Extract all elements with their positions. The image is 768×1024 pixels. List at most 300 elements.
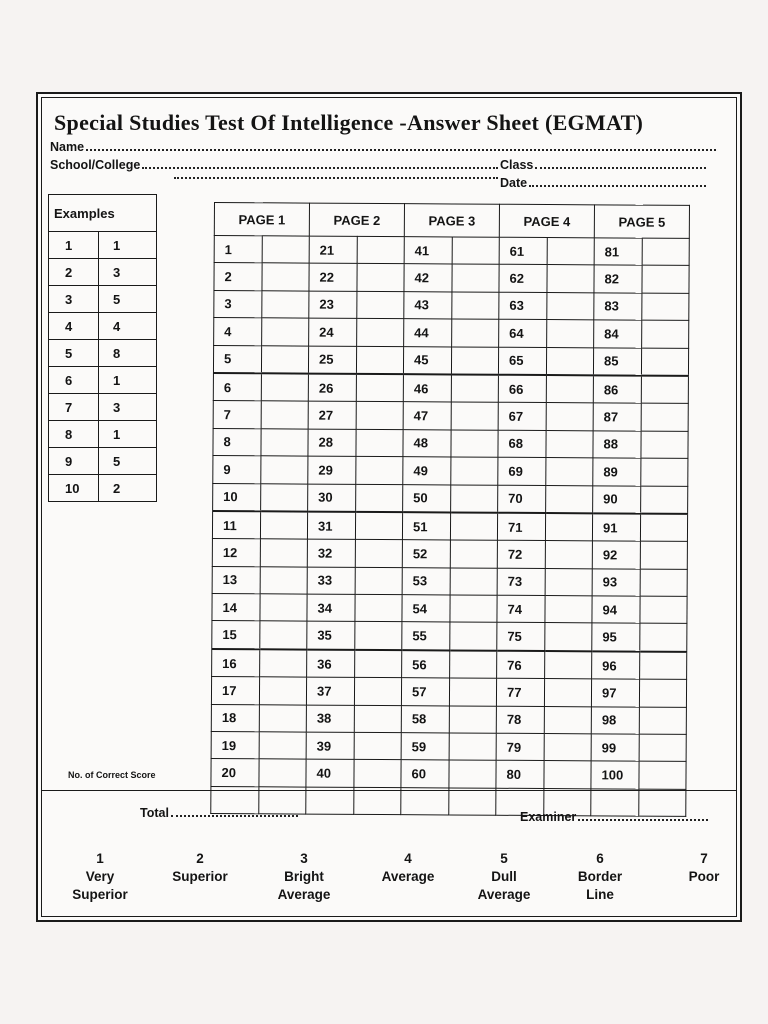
page-header: PAGE 1 (214, 203, 309, 237)
question-number: 7 (213, 401, 261, 429)
answer-row (212, 649, 687, 680)
answer-box[interactable] (261, 345, 308, 373)
answer-box[interactable] (641, 431, 688, 459)
question-number: 23 (309, 291, 357, 319)
example-answer: 3 (99, 394, 157, 421)
example-row (49, 367, 157, 394)
question-number: 48 (403, 429, 451, 457)
answer-box[interactable] (639, 762, 686, 790)
answer-box[interactable] (546, 458, 593, 486)
question-number: 50 (403, 484, 451, 512)
question-number: 98 (591, 706, 639, 734)
examiner-field[interactable] (520, 810, 710, 824)
answer-box[interactable] (356, 456, 403, 484)
answer-row (214, 318, 689, 348)
answer-box[interactable] (640, 624, 687, 652)
answer-box[interactable] (354, 760, 401, 788)
answer-box[interactable] (451, 402, 498, 430)
example-row (49, 313, 157, 340)
answer-box[interactable] (259, 704, 306, 732)
question-number: 79 (496, 733, 544, 761)
question-number: 87 (593, 403, 641, 431)
answer-box[interactable] (545, 513, 592, 541)
answer-row (213, 428, 688, 458)
answer-box[interactable] (545, 623, 592, 651)
question-number: 28 (308, 429, 356, 457)
class-label: Class (500, 158, 534, 172)
question-number: 32 (307, 539, 355, 567)
legend-text: Average (277, 887, 331, 902)
question-number: 49 (403, 457, 451, 485)
answer-box[interactable] (261, 373, 308, 401)
question-number: 40 (306, 759, 354, 787)
legend-number: 7 (700, 851, 708, 866)
page-header: PAGE 5 (594, 205, 689, 239)
answer-sheet (36, 92, 742, 922)
question-number: 89 (593, 458, 641, 486)
answer-box[interactable] (450, 650, 497, 678)
answer-box[interactable] (356, 402, 403, 430)
answer-box[interactable] (262, 263, 309, 291)
question-number: 70 (498, 485, 546, 513)
answer-box[interactable] (357, 264, 404, 292)
question-number: 34 (307, 594, 355, 622)
legend-item (464, 850, 544, 904)
question-number: 96 (592, 651, 640, 679)
answer-box[interactable] (260, 511, 307, 539)
example-question: 2 (49, 259, 99, 286)
question-number: 68 (498, 430, 546, 458)
answer-box[interactable] (546, 347, 593, 375)
example-question: 5 (49, 340, 99, 367)
school-field[interactable] (50, 158, 500, 172)
answer-row (212, 539, 687, 569)
question-number: 71 (497, 513, 545, 541)
total-field[interactable] (140, 806, 300, 820)
question-number: 30 (308, 484, 356, 512)
example-row (49, 259, 157, 286)
answer-box[interactable] (452, 264, 499, 292)
school-line-continued[interactable] (172, 176, 500, 182)
question-number: 91 (592, 513, 640, 541)
answer-box[interactable] (547, 238, 594, 266)
question-number: 64 (499, 319, 547, 347)
answer-box[interactable] (355, 540, 402, 568)
answer-box[interactable] (640, 596, 687, 624)
answer-row (213, 373, 688, 404)
answer-box[interactable] (450, 595, 497, 623)
question-number: 24 (309, 318, 357, 346)
answer-box[interactable] (261, 483, 308, 511)
footer-divider (42, 790, 736, 791)
legend-text: Poor (688, 869, 720, 884)
answer-row (213, 401, 688, 431)
sheet-inner-border (41, 97, 737, 917)
question-number: 39 (306, 732, 354, 760)
total-label: Total (140, 806, 169, 820)
answer-box[interactable] (357, 236, 404, 264)
answer-box[interactable] (639, 679, 686, 707)
question-number: 17 (211, 677, 259, 705)
example-answer: 1 (99, 232, 157, 259)
question-number: 86 (593, 375, 641, 403)
legend-item (560, 850, 640, 904)
example-question: 3 (49, 286, 99, 313)
answer-box[interactable] (450, 540, 497, 568)
answer-box[interactable] (259, 732, 306, 760)
score-box[interactable] (449, 788, 496, 816)
answer-box[interactable] (354, 732, 401, 760)
answer-box[interactable] (451, 374, 498, 402)
example-row (49, 421, 157, 448)
answer-row (212, 621, 687, 652)
answer-box[interactable] (354, 678, 401, 706)
question-number: 44 (404, 319, 452, 347)
answer-row (212, 511, 687, 542)
answer-box[interactable] (355, 650, 402, 678)
question-number: 45 (403, 346, 451, 374)
date-label: Date (500, 176, 528, 190)
answer-box[interactable] (641, 458, 688, 486)
question-number: 94 (592, 596, 640, 624)
answer-box[interactable] (642, 293, 689, 321)
answer-row (211, 759, 686, 789)
legend-item (368, 850, 448, 886)
answer-row (213, 345, 688, 376)
question-number: 66 (498, 375, 546, 403)
school-line-2[interactable] (174, 176, 498, 179)
answer-box[interactable] (640, 569, 687, 597)
question-number: 83 (594, 293, 642, 321)
example-answer: 5 (99, 286, 157, 313)
example-row (49, 448, 157, 475)
answer-box[interactable] (449, 678, 496, 706)
question-number: 77 (496, 678, 544, 706)
legend-number: 2 (196, 851, 204, 866)
question-number: 42 (404, 264, 452, 292)
question-number: 84 (594, 320, 642, 348)
answer-box[interactable] (546, 430, 593, 458)
score-cell[interactable] (306, 787, 354, 815)
question-number: 58 (401, 705, 449, 733)
question-number: 9 (213, 456, 261, 484)
question-number: 3 (214, 290, 262, 318)
class-line[interactable] (535, 166, 706, 169)
question-number: 59 (401, 733, 449, 761)
class-field[interactable] (500, 158, 708, 172)
answer-box[interactable] (357, 291, 404, 319)
answer-box[interactable] (356, 484, 403, 512)
question-number: 52 (402, 540, 450, 568)
answer-row (211, 704, 686, 734)
answer-box[interactable] (262, 318, 309, 346)
question-number: 93 (592, 569, 640, 597)
answer-box[interactable] (639, 707, 686, 735)
legend-text: Dull (491, 869, 517, 884)
name-field[interactable] (50, 140, 718, 154)
answer-box[interactable] (544, 761, 591, 789)
answer-box[interactable] (262, 291, 309, 319)
question-number: 63 (499, 292, 547, 320)
question-number: 37 (306, 677, 354, 705)
question-number: 25 (308, 346, 356, 374)
question-number: 19 (211, 732, 259, 760)
example-answer: 1 (99, 421, 157, 448)
answer-box[interactable] (640, 541, 687, 569)
answer-box[interactable] (642, 238, 689, 266)
question-number: 95 (592, 623, 640, 651)
example-question: 4 (49, 313, 99, 340)
question-number: 4 (214, 318, 262, 346)
legend-text: Border (577, 869, 623, 884)
question-number: 65 (498, 347, 546, 375)
answer-box[interactable] (355, 512, 402, 540)
answer-box[interactable] (641, 486, 688, 514)
question-number: 36 (307, 649, 355, 677)
example-question: 10 (49, 475, 99, 502)
answer-box[interactable] (450, 622, 497, 650)
legend-item (160, 850, 240, 886)
legend-item (60, 850, 140, 904)
name-line[interactable] (86, 148, 716, 151)
answer-box[interactable] (642, 266, 689, 294)
answer-box[interactable] (642, 320, 689, 348)
answer-box[interactable] (640, 651, 687, 679)
answer-box[interactable] (355, 567, 402, 595)
question-number: 73 (497, 568, 545, 596)
question-number: 61 (499, 237, 547, 265)
answer-box[interactable] (449, 706, 496, 734)
example-answer: 2 (99, 475, 157, 502)
answer-row (213, 483, 688, 514)
answer-row (214, 263, 689, 293)
legend-text: Average (477, 887, 531, 902)
answer-box[interactable] (452, 319, 499, 347)
school-label: School/College (50, 158, 141, 172)
example-question: 1 (49, 232, 99, 259)
answer-box[interactable] (259, 759, 306, 787)
answer-box[interactable] (261, 429, 308, 457)
question-number: 100 (591, 761, 639, 789)
example-row (49, 475, 157, 502)
answer-box[interactable] (450, 568, 497, 596)
question-number: 76 (497, 651, 545, 679)
question-number: 81 (594, 238, 642, 266)
answer-box[interactable] (546, 375, 593, 403)
answer-box[interactable] (547, 292, 594, 320)
page-header: PAGE 4 (499, 204, 594, 238)
page-header: PAGE 3 (404, 204, 499, 238)
legend-text: Bright (284, 869, 324, 884)
answer-box[interactable] (545, 651, 592, 679)
answer-box[interactable] (259, 677, 306, 705)
question-number: 60 (401, 760, 449, 788)
score-box[interactable] (354, 787, 401, 815)
question-number: 72 (497, 541, 545, 569)
question-number: 75 (497, 623, 545, 651)
answer-box[interactable] (261, 456, 308, 484)
example-answer: 3 (99, 259, 157, 286)
question-number: 85 (593, 347, 641, 375)
example-row (49, 286, 157, 313)
legend-item (664, 850, 744, 886)
question-number: 55 (402, 622, 450, 650)
answer-box[interactable] (545, 541, 592, 569)
question-number: 57 (401, 678, 449, 706)
question-number: 69 (498, 457, 546, 485)
answer-box[interactable] (260, 649, 307, 677)
answer-box[interactable] (546, 403, 593, 431)
question-number: 67 (498, 403, 546, 431)
sheet-title: Special Studies Test Of Intelligence -Answer Sheet (EGMAT) (54, 110, 644, 135)
example-answer: 5 (99, 448, 157, 475)
legend-number: 3 (300, 851, 308, 866)
question-number: 12 (212, 539, 260, 567)
question-number: 90 (593, 485, 641, 513)
example-question: 8 (49, 421, 99, 448)
answer-box[interactable] (451, 484, 498, 512)
answer-box[interactable] (545, 568, 592, 596)
answer-box[interactable] (260, 594, 307, 622)
answer-box[interactable] (639, 734, 686, 762)
examples-table (48, 194, 157, 502)
answer-box[interactable] (357, 319, 404, 347)
question-number: 47 (403, 402, 451, 430)
answer-box[interactable] (547, 320, 594, 348)
answer-box[interactable] (451, 430, 498, 458)
example-row (49, 232, 157, 259)
answer-box[interactable] (452, 292, 499, 320)
question-number: 35 (307, 622, 355, 650)
answer-box[interactable] (354, 705, 401, 733)
example-question: 6 (49, 367, 99, 394)
answer-box[interactable] (641, 376, 688, 404)
legend-item (264, 850, 344, 904)
answer-box[interactable] (355, 594, 402, 622)
question-number: 80 (496, 761, 544, 789)
school-line[interactable] (142, 166, 498, 169)
examiner-label: Examiner (520, 810, 577, 824)
total-line[interactable] (171, 814, 298, 817)
example-answer: 8 (99, 340, 157, 367)
answer-box[interactable] (452, 237, 499, 265)
answer-row (211, 732, 686, 762)
question-number: 21 (309, 236, 357, 264)
legend-number: 5 (500, 851, 508, 866)
answer-box[interactable] (356, 374, 403, 402)
example-question: 9 (49, 448, 99, 475)
question-number: 18 (211, 704, 259, 732)
question-number: 53 (402, 567, 450, 595)
question-number: 29 (308, 456, 356, 484)
examples-header: Examples (49, 195, 157, 232)
answer-box[interactable] (544, 734, 591, 762)
answer-box[interactable] (450, 512, 497, 540)
examiner-line[interactable] (578, 818, 708, 821)
question-number: 62 (499, 265, 547, 293)
question-number: 56 (402, 650, 450, 678)
question-number: 33 (307, 567, 355, 595)
legend-text: Average (381, 869, 435, 884)
date-field[interactable] (500, 176, 708, 190)
answer-box[interactable] (451, 457, 498, 485)
name-label: Name (50, 140, 85, 154)
answer-box[interactable] (261, 401, 308, 429)
question-number: 82 (594, 265, 642, 293)
answer-box[interactable] (262, 236, 309, 264)
answer-box[interactable] (356, 429, 403, 457)
answer-box[interactable] (356, 346, 403, 374)
question-number: 10 (213, 483, 261, 511)
question-number: 8 (213, 428, 261, 456)
answer-box[interactable] (449, 760, 496, 788)
answer-grid (210, 202, 690, 817)
answer-row (211, 677, 686, 707)
answer-box[interactable] (449, 733, 496, 761)
answer-box[interactable] (547, 265, 594, 293)
answer-box[interactable] (640, 514, 687, 542)
question-number: 31 (307, 511, 355, 539)
answer-box[interactable] (451, 347, 498, 375)
question-number: 92 (592, 541, 640, 569)
answer-box[interactable] (260, 566, 307, 594)
answer-row (214, 290, 689, 320)
date-line[interactable] (529, 184, 706, 187)
question-number: 14 (212, 594, 260, 622)
example-answer: 4 (99, 313, 157, 340)
example-question: 7 (49, 394, 99, 421)
answer-box[interactable] (641, 348, 688, 376)
question-number: 27 (308, 401, 356, 429)
question-number: 54 (402, 595, 450, 623)
answer-box[interactable] (546, 485, 593, 513)
answer-box[interactable] (260, 539, 307, 567)
legend-number: 1 (96, 851, 104, 866)
answer-row (214, 236, 689, 266)
question-number: 22 (309, 263, 357, 291)
question-number: 2 (214, 263, 262, 291)
question-number: 15 (212, 621, 260, 649)
question-number: 41 (404, 237, 452, 265)
answer-box[interactable] (544, 706, 591, 734)
question-number: 46 (403, 374, 451, 402)
answer-box[interactable] (545, 596, 592, 624)
question-number: 38 (306, 705, 354, 733)
question-number: 16 (212, 649, 260, 677)
legend-text: Very (85, 869, 115, 884)
example-answer: 1 (99, 367, 157, 394)
question-number: 74 (497, 595, 545, 623)
answer-box[interactable] (355, 622, 402, 650)
question-number: 11 (212, 511, 260, 539)
example-row (49, 340, 157, 367)
question-number: 26 (308, 374, 356, 402)
question-number: 51 (402, 512, 450, 540)
answer-row (212, 594, 687, 624)
answer-box[interactable] (260, 621, 307, 649)
score-cell[interactable] (401, 787, 449, 815)
question-number: 78 (496, 706, 544, 734)
answer-box[interactable] (641, 403, 688, 431)
correct-score-label: No. of Correct Score (68, 770, 156, 780)
question-number: 1 (214, 236, 262, 264)
legend-text: Superior (72, 887, 128, 902)
answer-row (212, 566, 687, 596)
page-header: PAGE 2 (309, 203, 404, 237)
legend-number: 6 (596, 851, 604, 866)
answer-box[interactable] (544, 679, 591, 707)
question-number: 43 (404, 291, 452, 319)
